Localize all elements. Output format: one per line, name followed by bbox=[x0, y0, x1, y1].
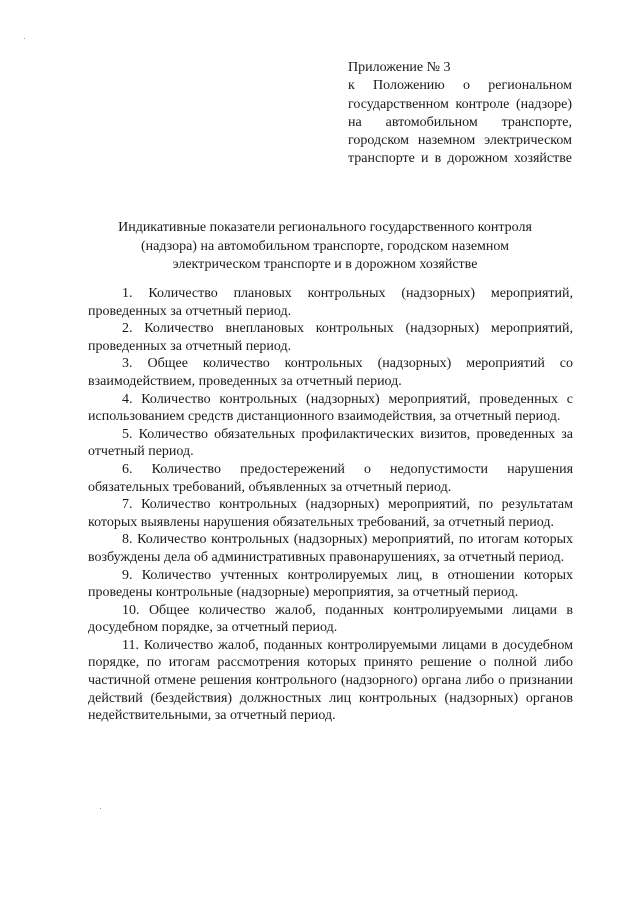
document-title bbox=[90, 219, 560, 275]
indicator-item bbox=[88, 355, 573, 390]
document-title-line: (надзора) на автомобильном транспорте, городском наземном bbox=[140, 238, 510, 254]
indicator-item bbox=[88, 391, 573, 426]
indicator-item bbox=[88, 461, 573, 496]
indicator-number: 6. bbox=[122, 461, 133, 477]
annex-title: Приложение № 3 bbox=[348, 60, 451, 75]
document-title-line: Индикативные показатели регионального государственного контроля bbox=[118, 220, 532, 235]
indicator-number: 7. bbox=[122, 497, 133, 513]
indicator-number: 5. bbox=[122, 426, 133, 442]
document-title-line: электрическом транспорте и в дорожном хозяйстве bbox=[172, 257, 478, 272]
indicator-item bbox=[88, 637, 573, 725]
indicator-text: Количество контрольных (надзорных) мероприятий, по результатам которых выявлены нарушения обязательных требований, за отчетный период. bbox=[88, 497, 574, 530]
indicator-list bbox=[88, 285, 573, 725]
scan-speck bbox=[24, 38, 25, 39]
indicator-item bbox=[88, 426, 573, 461]
indicator-item bbox=[88, 496, 573, 531]
indicator-number: 8. bbox=[122, 532, 133, 548]
indicator-number: 1. bbox=[122, 286, 133, 301]
scan-speck bbox=[100, 808, 101, 809]
indicator-text: Количество жалоб, поданных контролируемыми лицами в досудебном порядке, по итогам рассмотрения которых принято решение о полной либо частичной отмене решения контрольного (надзорного) органа либо о признании действий (бездействия) должностных лиц контрольных (надзорных) органов недействительными, за отчетный период. bbox=[88, 637, 574, 724]
indicator-text: Количество учтенных контролируемых лиц, в отношении которых проведены контрольные (надзорные) мероприятия, за отчетный период. bbox=[88, 567, 573, 601]
indicator-text: Количество предостережений о недопустимости нарушения обязательных требований, объявленных за отчетный период. bbox=[88, 461, 574, 495]
indicator-item bbox=[88, 567, 573, 602]
indicator-item bbox=[88, 285, 573, 320]
indicator-number: 2. bbox=[122, 321, 133, 337]
indicator-text: Количество контрольных (надзорных) мероприятий, проведенных с использованием средств дистанционного взаимодействия, за отчетный период. bbox=[88, 391, 573, 425]
indicator-item bbox=[88, 602, 573, 637]
indicator-item bbox=[88, 531, 573, 566]
annex-reference: к Положению о региональном государственном контроле (надзоре) на автомобильном транспорте, городском наземном электрическом транспорте и в дорожном хозяйстве bbox=[348, 78, 572, 167]
indicator-number: 3. bbox=[122, 356, 133, 372]
indicator-number: 9. bbox=[122, 567, 133, 583]
indicator-number: 4. bbox=[122, 391, 133, 407]
indicator-number: 10. bbox=[122, 602, 140, 618]
indicator-text: Количество контрольных (надзорных) мероприятий, по итогам которых возбуждены дела об административных правонарушениях, за отчетный период. bbox=[88, 532, 574, 565]
indicator-number: 11. bbox=[122, 637, 139, 653]
annex-header bbox=[348, 59, 572, 169]
indicator-text: Общее количество контрольных (надзорных) мероприятий со взаимодействием, проведенных за отчетный период. bbox=[88, 356, 574, 389]
indicator-item bbox=[88, 320, 573, 355]
indicator-text: Количество обязательных профилактических визитов, проведенных за отчетный период. bbox=[88, 426, 573, 460]
indicator-text: Количество внеплановых контрольных (надзорных) мероприятий, проведенных за отчетный период. bbox=[88, 321, 573, 354]
indicator-text: Общее количество жалоб, поданных контролируемыми лицами в досудебном порядке, за отчетный период. bbox=[88, 602, 573, 636]
indicator-text: Количество плановых контрольных (надзорных) мероприятий, проведенных за отчетный период. bbox=[88, 286, 573, 319]
